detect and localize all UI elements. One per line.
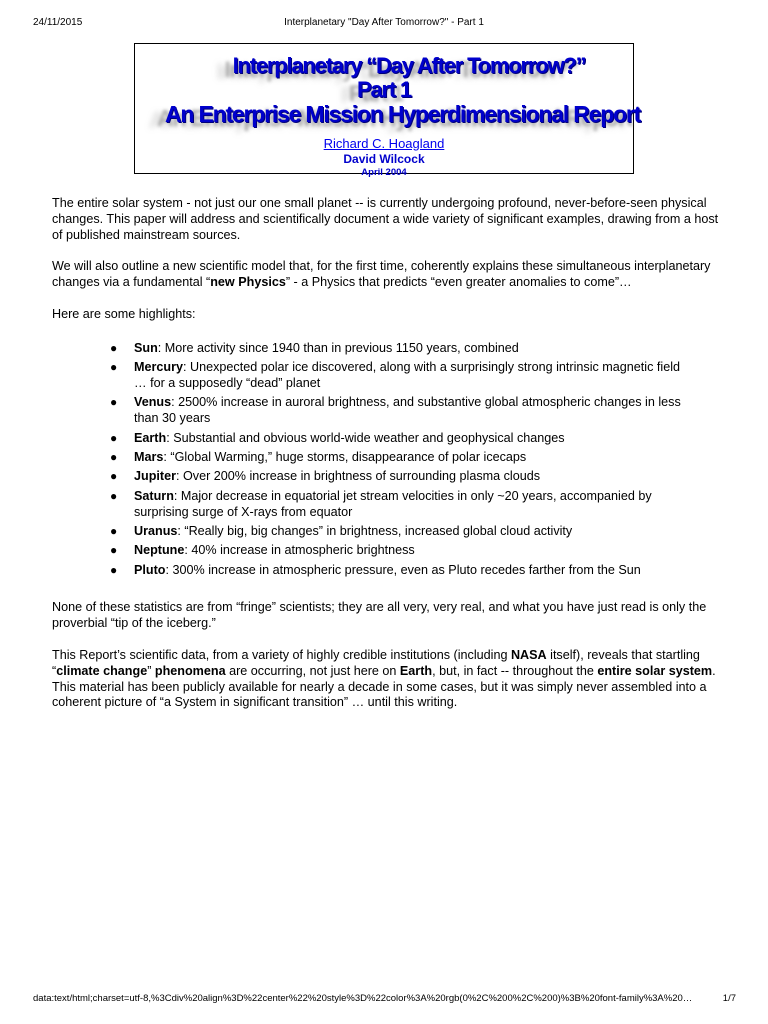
bullet-icon: ● [110,430,118,445]
banner-title-line3: An Enterprise Mission Hyperdimensional Report [165,101,641,127]
list-item [110,523,694,540]
list-item-text: : Major decrease in equatorial jet stream velocities in only ~20 years, accompanied by surprising surge of X-rays from equator [134,488,652,519]
bullet-icon: ● [110,449,118,464]
highlights-list [52,341,724,579]
list-item-text: : 40% increase in atmospheric brightness [184,543,415,558]
list-item [110,488,694,521]
highlights-intro: Here are some highlights: [52,306,196,321]
new-physics-bold: new Physics [210,275,286,290]
report-date: April 2004 [361,167,407,178]
text-run: ” - a Physics that predicts “even greater anomalies to come”… [285,275,632,290]
text-run: ” [147,663,155,678]
fringe-paragraph: None of these statistics are from “fringe” scientists; they are all very, very real, and what you have just read is only the proverbial “tip of the iceberg.” [52,600,707,631]
list-item-text: : “Really big, big changes” in brightness, increased global cloud activity [177,523,573,538]
list-item [110,562,694,579]
list-item-text: : More activity since 1940 than in previous 1150 years, combined [157,340,519,355]
planet-name: Uranus [134,523,178,538]
bullet-icon: ● [110,523,118,538]
bullet-icon: ● [110,562,118,577]
list-item [110,430,694,447]
print-title: Interplanetary "Day After Tomorrow?" - Part 1 [284,17,484,28]
planet-name: Pluto [134,562,166,577]
list-item-text: : Unexpected polar ice discovered, along with a surprisingly strong intrinsic magnetic field … for a supposedly “dead” planet [134,360,680,390]
climate-change-bold: climate change [56,663,148,678]
bullet-icon: ● [110,469,118,484]
article-body [52,196,724,727]
text-run: . This material has been publicly available for nearly a decade in some cases, but it was simply never assembled into a coherent picture of “a System in significant transition” … until this writing. [52,663,716,710]
planet-name: Neptune [134,543,185,558]
model-paragraph [52,259,724,291]
title-banner [135,51,641,133]
title-box [134,43,641,178]
bullet-icon: ● [110,543,118,558]
print-date: 24/11/2015 [33,17,83,28]
planet-name: Saturn [134,488,174,503]
phenomena-bold: phenomena [154,663,226,678]
bullet-icon: ● [110,488,118,503]
list-item-text: : “Global Warming,” huge storms, disappearance of polar icecaps [163,449,527,464]
report-data-paragraph [52,648,724,711]
planet-name: Venus [134,395,172,410]
page-number: 1/7 [722,993,736,1004]
banner-title-line2: Part 1 [357,77,411,102]
solar-system-bold: entire solar system [597,663,713,678]
text-run: itself), reveals that startling “ [52,648,700,678]
list-item [110,395,694,427]
text-run: are occurring, not just here on [225,663,400,678]
planet-name: Earth [134,430,167,445]
planet-name: Jupiter [134,469,176,484]
list-item [110,449,694,466]
author-wilcock: David Wilcock [343,152,425,166]
bullet-icon: ● [110,340,118,355]
list-item-text: : 2500% increase in auroral brightness, and substantive global atmospheric changes in less than 30 years [134,395,681,426]
text-run: , but, in fact -- throughout the [432,663,598,678]
list-item [110,360,694,392]
bullet-icon: ● [110,360,118,375]
print-url: data:text/html;charset=utf-8,%3Cdiv%20align%3D%22center%22%20style%3D%22color%3A%20rgb(0%2C%200%2C%200)%3B%20font-family%3A%20… [33,993,693,1004]
author-link-hoagland[interactable]: Richard C. Hoagland [323,136,445,151]
list-item-text: : Over 200% increase in brightness of surrounding plasma clouds [176,469,541,484]
nasa-bold: NASA [510,648,547,663]
list-item [110,543,694,559]
planet-name: Mars [134,449,164,464]
list-item-text: : 300% increase in atmospheric pressure, even as Pluto recedes farther from the Sun [165,562,641,577]
list-item [110,340,694,357]
bullet-icon: ● [110,395,118,410]
text-run: This Report’s scientific data, from a variety of highly credible institutions (including [52,648,511,663]
list-item [110,469,694,485]
planet-name: Sun [134,340,158,355]
intro-paragraph: The entire solar system - not just our one small planet -- is currently undergoing profound, never-before-seen physical changes. This paper will address and scientifically document a wide variety of significant examples, drawing from a host of published mainstream sources. [52,196,719,242]
list-item-text: : Substantial and obvious world-wide weather and geophysical changes [166,430,565,445]
earth-bold: Earth [399,663,433,678]
banner-title-line1: Interplanetary “Day After Tomorrow?” [232,53,586,78]
planet-name: Mercury [134,360,183,375]
text-run: We will also outline a new scientific model that, for the first time, coherently explains these simultaneous interplanetary changes via a fundamental “ [52,259,711,290]
